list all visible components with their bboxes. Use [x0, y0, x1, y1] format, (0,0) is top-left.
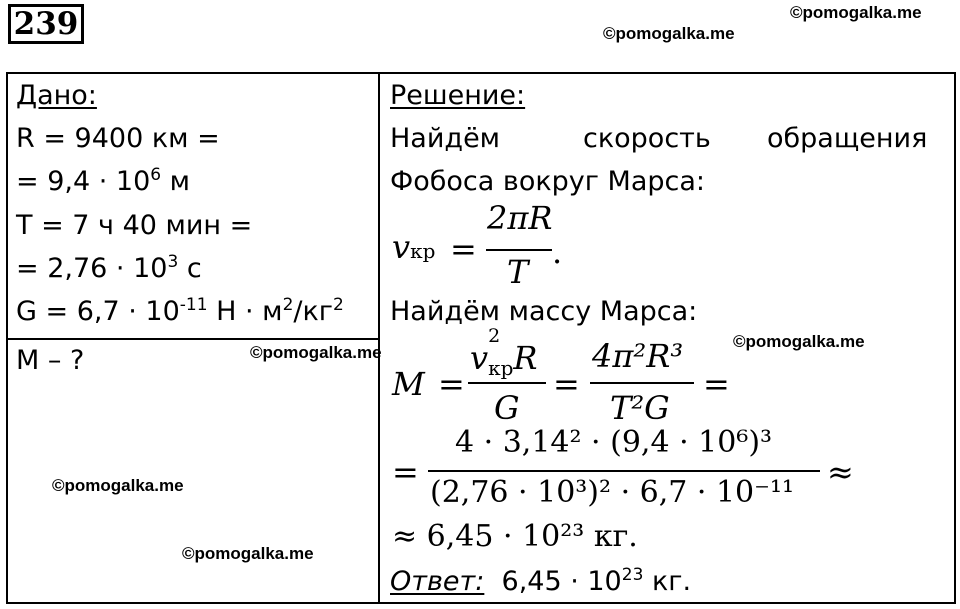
step1-line2: Фобоса вокруг Марса: [390, 166, 705, 197]
step1-word1: Найдём [390, 123, 501, 154]
watermark: ©pomogalka.me [603, 24, 735, 43]
velocity-symbol: vкр [392, 228, 436, 266]
watermark: ©pomogalka.me [52, 476, 184, 495]
period-dot: . [552, 233, 563, 271]
mass-denominator-2: T²G [610, 389, 670, 427]
table-border-top [6, 72, 956, 74]
velocity-denominator: T [507, 253, 529, 291]
table-border-right [954, 72, 956, 604]
equals-sign: = [392, 453, 419, 491]
solution-heading: Решение: [390, 80, 526, 111]
given-gravity-constant: $G = 6,7 \cdot 10^{-11}$ $Н \cdot м^2/кг^2$ [16, 295, 344, 327]
watermark: ©pomogalka.me [733, 332, 865, 351]
fraction-bar [590, 382, 694, 384]
equals-sign: = [450, 230, 477, 268]
fraction-bar [486, 249, 552, 251]
problem-number: 239 [8, 4, 84, 44]
velocity-numerator: 2πR [487, 199, 553, 237]
given-period-si: = $2,76 \cdot 10^3$ с [16, 252, 202, 284]
answer [390, 566, 691, 598]
result: ≈ 6,45 · 10²³ кг. [392, 519, 638, 554]
find-mass: M – ? [16, 345, 85, 376]
table-border-bottom [6, 602, 956, 604]
mass-denominator-1: G [494, 389, 520, 427]
calc-numerator: 4 · 3,14² · (9,4 · 10⁶)³ [455, 425, 773, 460]
step2: Найдём массу Марса: [390, 296, 698, 327]
given-radius-si: = $9,4 \cdot 10^6$ м [16, 165, 191, 197]
mass-numerator-1: v 2 крR [470, 325, 538, 380]
given-period: T = 7 ч 40 мин = [16, 210, 253, 241]
answer-label: Ответ: [390, 566, 485, 597]
step1-word2: скорость [583, 123, 711, 154]
fraction-bar [428, 470, 820, 472]
equals-sign: = [703, 365, 730, 403]
mass-numerator-2: 4π²R³ [592, 337, 684, 375]
watermark: ©pomogalka.me [182, 544, 314, 563]
approx-sign: ≈ [827, 453, 854, 491]
given-divider [6, 338, 380, 340]
given-radius: R = 9400 км = [16, 123, 220, 154]
fraction-bar [468, 382, 546, 384]
watermark: ©pomogalka.me [790, 3, 922, 22]
equals-sign: = [553, 365, 580, 403]
given-heading: Дано: [16, 80, 97, 111]
calc-denominator: (2,76 · 10³)² · 6,7 · 10⁻¹¹ [430, 475, 795, 510]
mass-symbol: M [392, 365, 425, 403]
equals-sign: = [438, 365, 465, 403]
step1-word3: обращения [767, 123, 928, 154]
answer-value: $6,45 \cdot 10^{23}$ кг. [501, 565, 692, 597]
watermark: ©pomogalka.me [250, 343, 382, 362]
